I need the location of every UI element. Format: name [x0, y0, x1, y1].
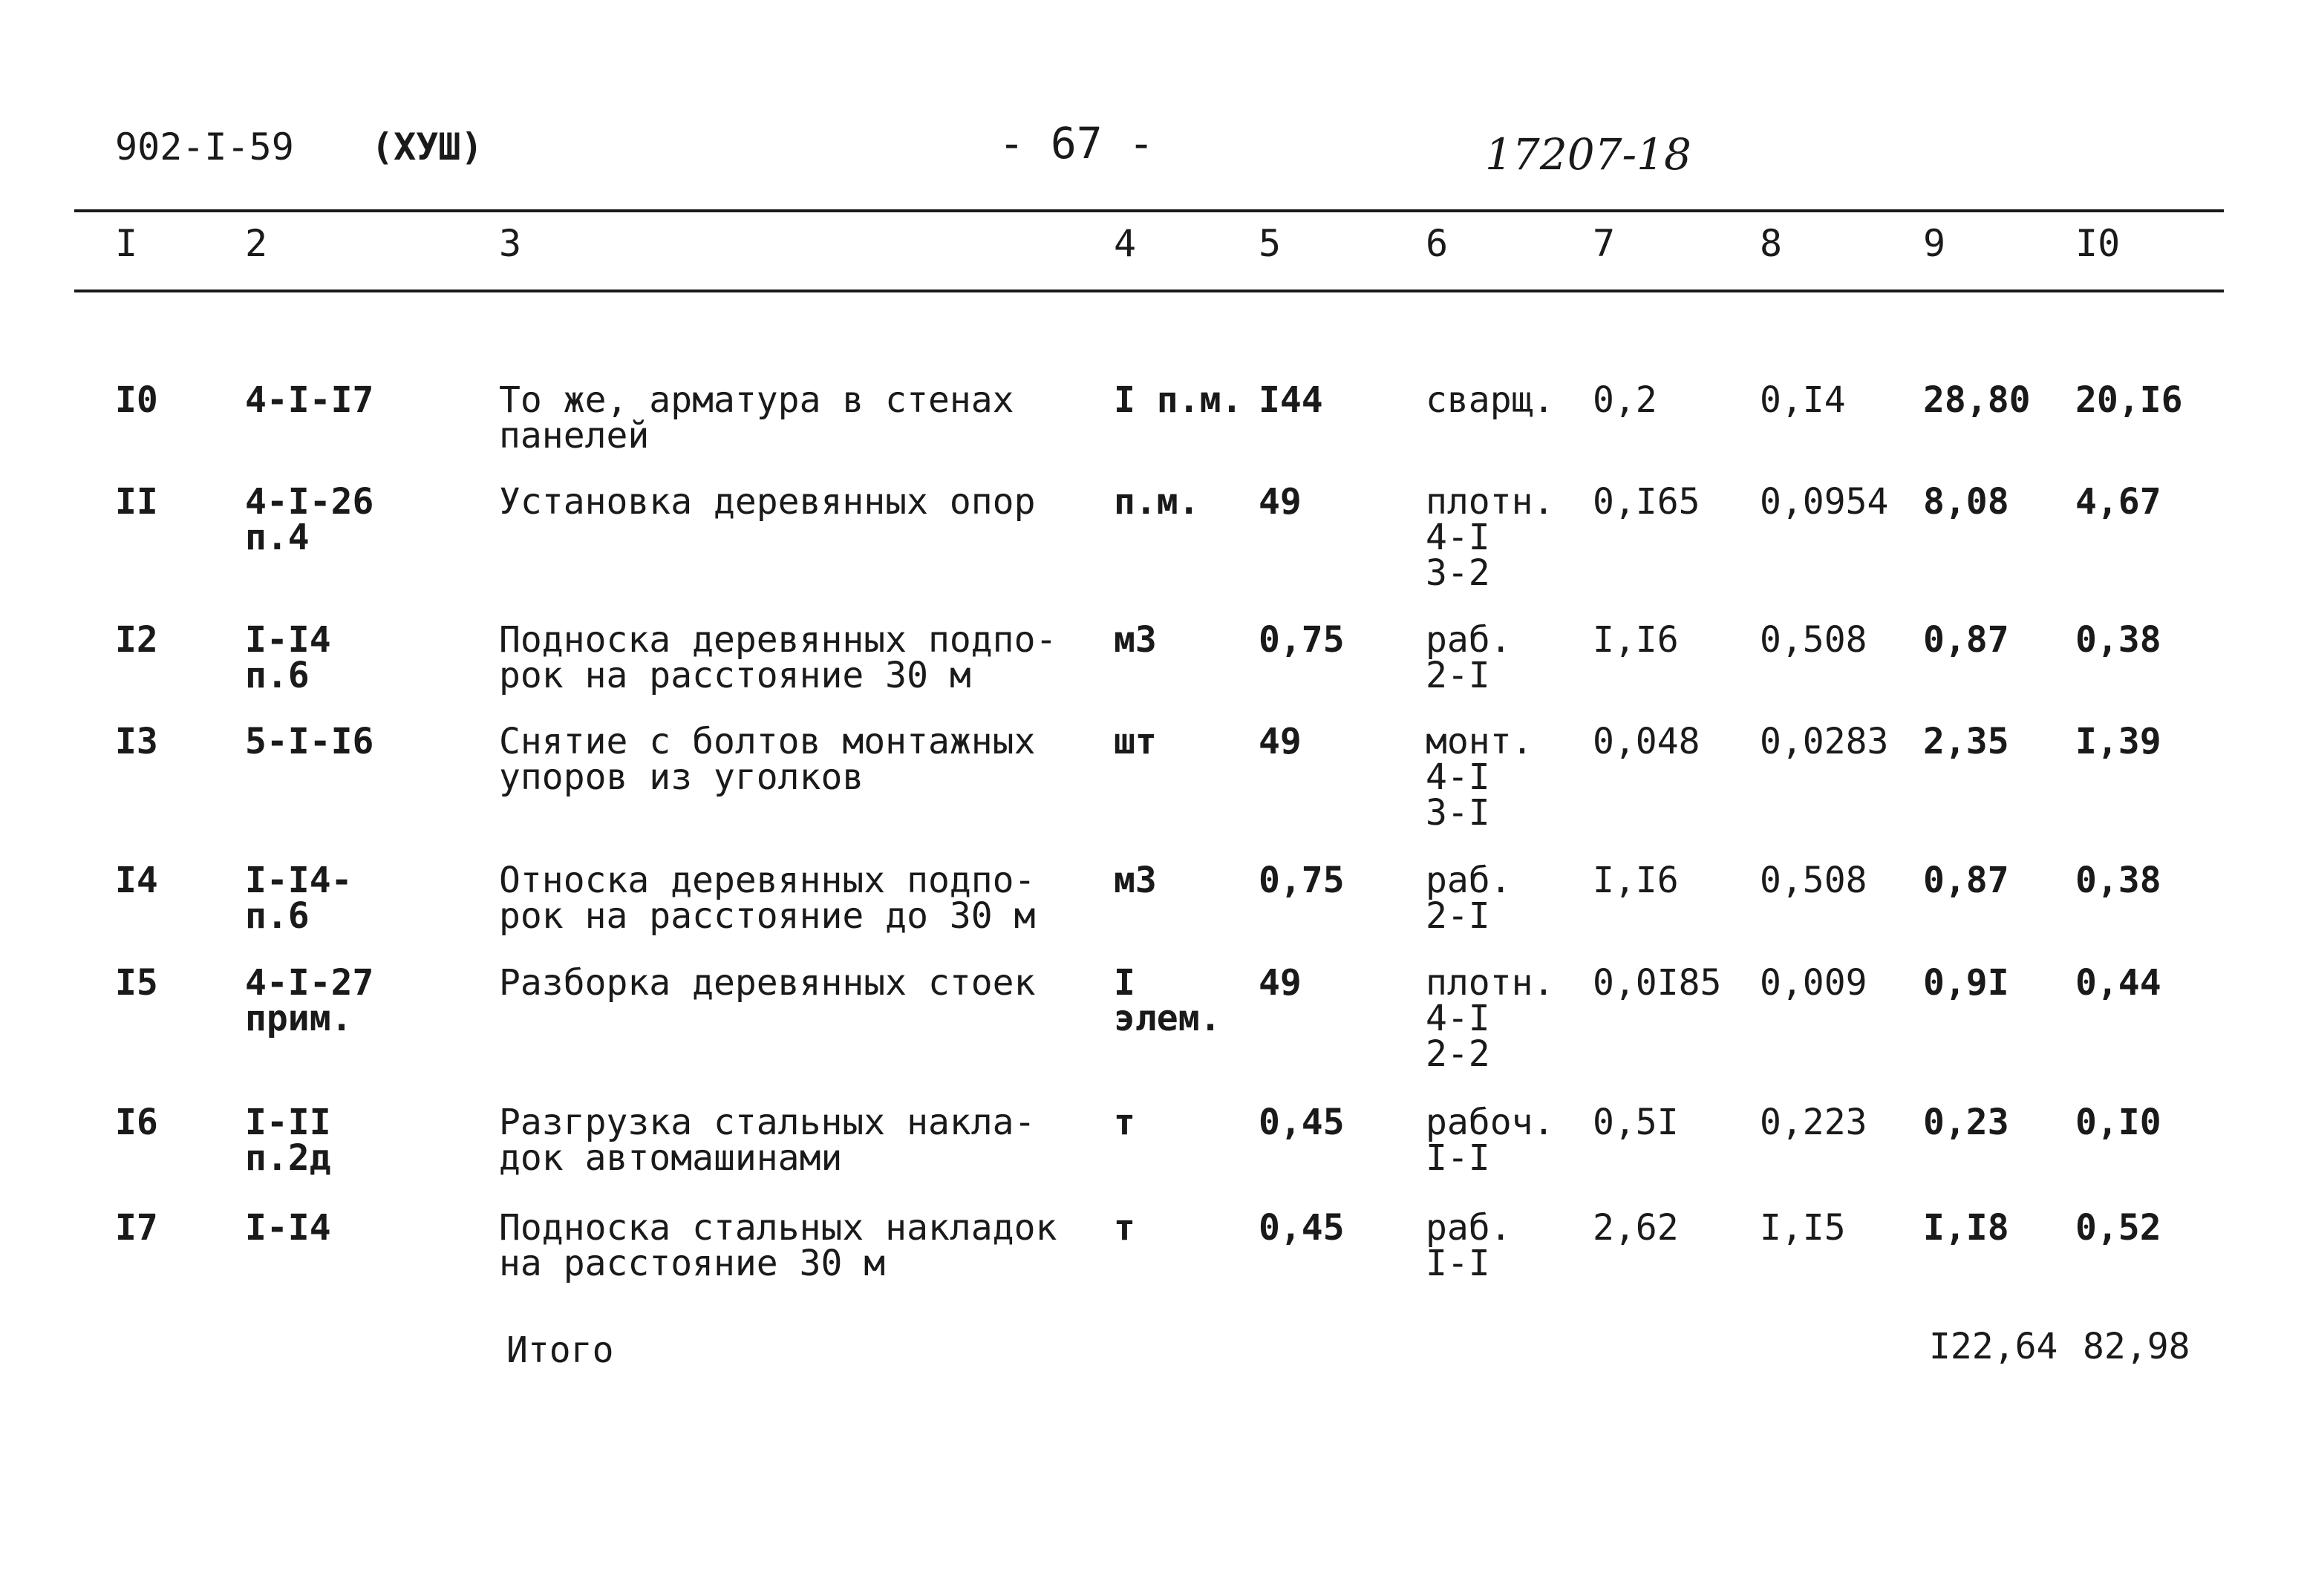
column-header-10: I0 [2075, 222, 2121, 265]
cell-col10: 0,44 [2075, 962, 2161, 1004]
cell-col10: 0,I0 [2075, 1102, 2161, 1143]
cell-col10: 20,I6 [2075, 379, 2183, 421]
cell-col6: плотн. 4-I 2-2 [1426, 962, 1555, 1075]
cell-col10: 0,52 [2075, 1207, 2161, 1249]
cell-col4: т [1114, 1102, 1135, 1143]
cell-col5: 49 [1259, 962, 1302, 1004]
section-number: (ХУШ) [371, 125, 483, 169]
cell-col6: раб. 2-I [1426, 860, 1512, 937]
column-header-5: 5 [1259, 222, 1282, 265]
cell-col6: раб. 2-I [1426, 619, 1512, 696]
cell-col9: 0,9I [1923, 962, 2009, 1004]
cell-col6: монт. 4-I 3-I [1426, 721, 1533, 834]
cell-col8: 0,223 [1760, 1102, 1867, 1143]
cell-col1: I7 [115, 1207, 158, 1249]
cell-col2: I-II п.2д [245, 1102, 331, 1179]
column-header-8: 8 [1760, 222, 1783, 265]
cell-col3: Относка деревянных подпо- рок на расстояние до 30 м [499, 860, 1036, 937]
cell-col8: I,I5 [1760, 1207, 1846, 1249]
cell-col5: 49 [1259, 481, 1302, 523]
cell-col8: 0,I4 [1760, 379, 1846, 421]
cell-col4: т [1114, 1207, 1135, 1249]
column-header-6: 6 [1426, 222, 1449, 265]
cell-col5: 0,75 [1259, 860, 1345, 901]
column-header-4: 4 [1114, 222, 1137, 265]
cell-col1: II [115, 481, 158, 523]
column-header-2: 2 [245, 222, 268, 265]
cell-col4: шт [1114, 721, 1157, 762]
cell-col7: 0,0I85 [1593, 962, 1722, 1004]
cell-col9: 0,23 [1923, 1102, 2009, 1143]
cell-col7: I,I6 [1593, 619, 1679, 661]
cell-col4: м3 [1114, 619, 1157, 661]
cell-col4: I п.м. [1114, 379, 1243, 421]
cell-col2: I-I4 п.6 [245, 619, 331, 696]
cell-col6: плотн. 4-I 3-2 [1426, 481, 1555, 594]
doc-code: 902-I-59 [115, 125, 294, 169]
cell-col8: 0,0954 [1760, 481, 1889, 523]
total-col10: 82,98 [2083, 1326, 2190, 1367]
cell-col1: I0 [115, 379, 158, 421]
total-label: Итого [506, 1330, 614, 1371]
cell-col7: 0,I65 [1593, 481, 1700, 523]
cell-col9: 28,80 [1923, 379, 2031, 421]
cell-col4: I элем. [1114, 962, 1221, 1039]
column-header-9: 9 [1923, 222, 1946, 265]
column-header-3: 3 [499, 222, 522, 265]
cell-col10: 0,38 [2075, 860, 2161, 901]
cell-col4: м3 [1114, 860, 1157, 901]
cell-col3: Снятие с болтов монтажных упоров из уголков [499, 721, 1036, 798]
handwritten-number: 17207-18 [1485, 129, 1691, 180]
cell-col5: 0,75 [1259, 619, 1345, 661]
cell-col5: 0,45 [1259, 1207, 1345, 1249]
cell-col3: То же, арматура в стенах панелей [499, 379, 1014, 457]
cell-col1: I5 [115, 962, 158, 1004]
cell-col10: I,39 [2075, 721, 2161, 762]
cell-col9: 0,87 [1923, 619, 2009, 661]
cell-col5: 0,45 [1259, 1102, 1345, 1143]
cell-col1: I4 [115, 860, 158, 901]
cell-col2: 4-I-26 п.4 [245, 481, 374, 558]
cell-col3: Установка деревянных опор [499, 481, 1036, 523]
header-rule-top [74, 209, 2224, 212]
total-col9: I22,64 [1929, 1326, 2058, 1367]
cell-col9: 2,35 [1923, 721, 2009, 762]
cell-col2: 4-I-27 прим. [245, 962, 374, 1039]
cell-col6: раб. I-I [1426, 1207, 1512, 1284]
cell-col6: сварщ. [1426, 379, 1555, 421]
cell-col3: Разгрузка стальных накла- док автомашинами [499, 1102, 1036, 1179]
cell-col9: 8,08 [1923, 481, 2009, 523]
column-header-7: 7 [1593, 222, 1616, 265]
cell-col5: 49 [1259, 721, 1302, 762]
cell-col8: 0,0283 [1760, 721, 1889, 762]
cell-col9: 0,87 [1923, 860, 2009, 901]
cell-col2: I-I4- п.6 [245, 860, 353, 937]
cell-col7: I,I6 [1593, 860, 1679, 901]
cell-col3: Подноска деревянных подпо- рок на расстояние 30 м [499, 619, 1057, 696]
cell-col3: Разборка деревянных стоек [499, 962, 1036, 1004]
cell-col7: 0,2 [1593, 379, 1657, 421]
cell-col8: 0,508 [1760, 860, 1867, 901]
cell-col1: I6 [115, 1102, 158, 1143]
column-header-1: I [115, 222, 138, 265]
cell-col6: рабоч. I-I [1426, 1102, 1555, 1179]
cell-col9: I,I8 [1923, 1207, 2009, 1249]
cell-col10: 0,38 [2075, 619, 2161, 661]
header-rule-bottom [74, 290, 2224, 292]
page-number: - 67 - [999, 118, 1155, 169]
cell-col8: 0,009 [1760, 962, 1867, 1004]
cell-col2: I-I4 [245, 1207, 331, 1249]
cell-col10: 4,67 [2075, 481, 2161, 523]
cell-col7: 2,62 [1593, 1207, 1679, 1249]
cell-col5: I44 [1259, 379, 1323, 421]
cell-col3: Подноска стальных накладок на расстояние 30 м [499, 1207, 1057, 1284]
cell-col1: I3 [115, 721, 158, 762]
cell-col7: 0,048 [1593, 721, 1700, 762]
cell-col1: I2 [115, 619, 158, 661]
cell-col7: 0,5I [1593, 1102, 1679, 1143]
cell-col2: 4-I-I7 [245, 379, 374, 421]
cell-col4: п.м. [1114, 481, 1200, 523]
cell-col2: 5-I-I6 [245, 721, 374, 762]
cell-col8: 0,508 [1760, 619, 1867, 661]
